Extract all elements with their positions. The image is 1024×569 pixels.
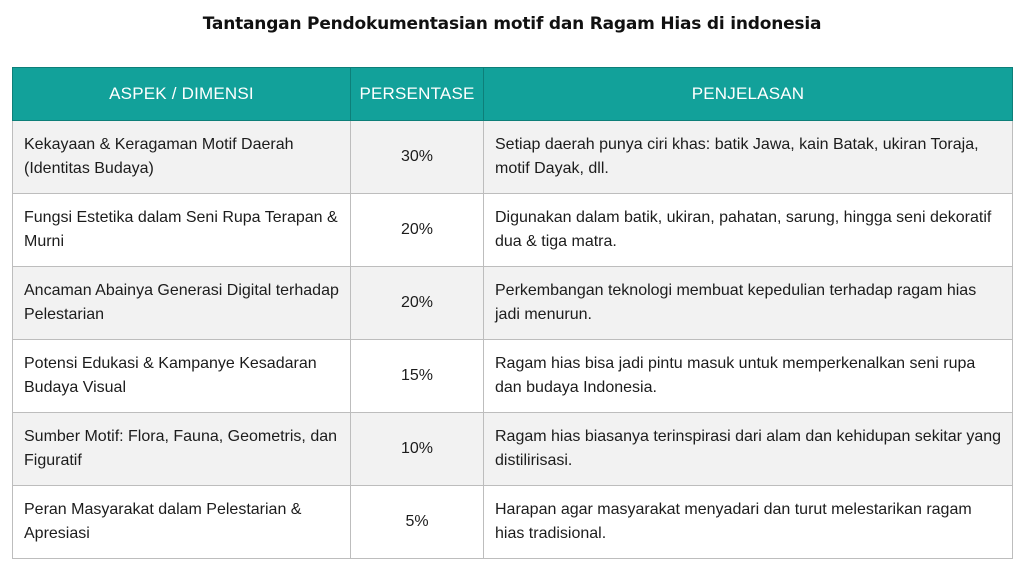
cell-penjelasan: Digunakan dalam batik, ukiran, pahatan, sarung, hingga seni dekoratif dua & tiga matra. <box>484 194 1013 267</box>
cell-aspek: Ancaman Abainya Generasi Digital terhadap Pelestarian <box>13 267 351 340</box>
cell-aspek: Sumber Motif: Flora, Fauna, Geometris, dan Figuratif <box>13 413 351 486</box>
table-body <box>13 121 1013 559</box>
table-row <box>13 194 1013 267</box>
cell-persentase: 5% <box>351 486 484 559</box>
cell-aspek: Peran Masyarakat dalam Pelestarian & Apresiasi <box>13 486 351 559</box>
cell-persentase: 15% <box>351 340 484 413</box>
cell-aspek: Fungsi Estetika dalam Seni Rupa Terapan & Murni <box>13 194 351 267</box>
header-aspek: ASPEK / DIMENSI <box>13 68 351 121</box>
table-row <box>13 267 1013 340</box>
cell-persentase: 20% <box>351 194 484 267</box>
page-title: Tantangan Pendokumentasian motif dan Ragam Hias di indonesia <box>202 14 822 34</box>
table-row <box>13 413 1013 486</box>
cell-penjelasan: Setiap daerah punya ciri khas: batik Jawa, kain Batak, ukiran Toraja, motif Dayak, dll. <box>484 121 1013 194</box>
cell-persentase: 10% <box>351 413 484 486</box>
cell-penjelasan: Ragam hias biasanya terinspirasi dari alam dan kehidupan sekitar yang distilirisasi. <box>484 413 1013 486</box>
header-persentase: PERSENTASE <box>351 68 484 121</box>
cell-persentase: 20% <box>351 267 484 340</box>
cell-penjelasan: Harapan agar masyarakat menyadari dan turut melestarikan ragam hias tradisional. <box>484 486 1013 559</box>
cell-persentase: 30% <box>351 121 484 194</box>
table-row <box>13 340 1013 413</box>
cell-aspek: Potensi Edukasi & Kampanye Kesadaran Budaya Visual <box>13 340 351 413</box>
header-penjelasan: PENJELASAN <box>484 68 1013 121</box>
table-row <box>13 486 1013 559</box>
header-row <box>13 68 1013 121</box>
data-table <box>12 67 1013 559</box>
cell-aspek: Kekayaan & Keragaman Motif Daerah (Identitas Budaya) <box>13 121 351 194</box>
table-header <box>13 68 1013 121</box>
cell-penjelasan: Perkembangan teknologi membuat kepedulian terhadap ragam hias jadi menurun. <box>484 267 1013 340</box>
table-row <box>13 121 1013 194</box>
cell-penjelasan: Ragam hias bisa jadi pintu masuk untuk memperkenalkan seni rupa dan budaya Indonesia. <box>484 340 1013 413</box>
